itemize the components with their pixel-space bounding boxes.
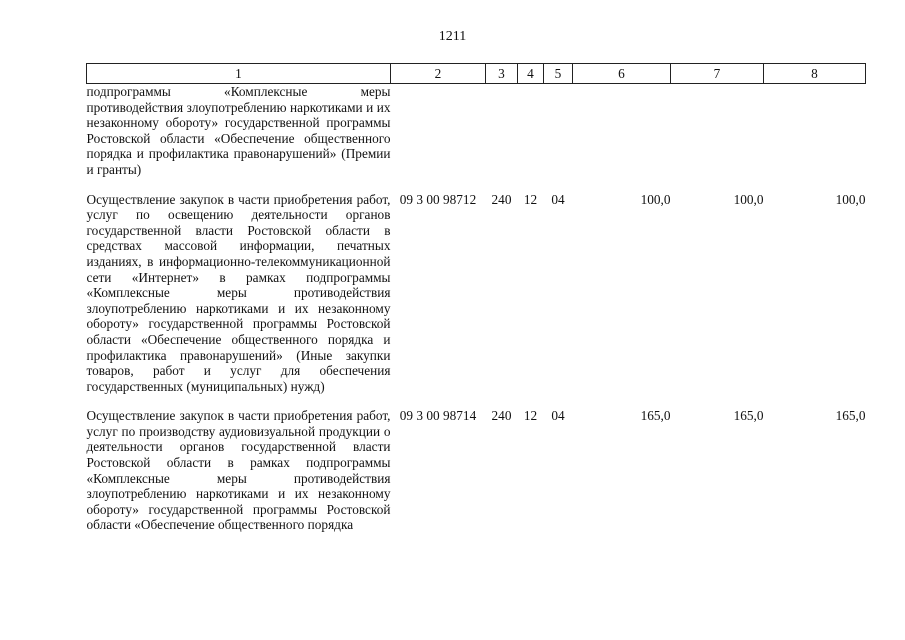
row-expense-type xyxy=(486,84,518,178)
col-header-3: 3 xyxy=(486,64,518,84)
table-row xyxy=(87,192,866,395)
col-header-8: 8 xyxy=(764,64,866,84)
row-section xyxy=(518,84,544,178)
row-section: 12 xyxy=(523,408,538,424)
table-row xyxy=(87,408,866,533)
row-spacer xyxy=(87,394,866,408)
row-amount-1: 100,0 xyxy=(640,191,671,207)
table-row xyxy=(87,84,866,178)
row-amount-3 xyxy=(764,84,866,178)
page-number: 1211 xyxy=(438,29,467,44)
row-amount-3: 165,0 xyxy=(835,408,866,424)
row-description: Осуществление закупок в части приобретения работ, услуг по освещению деятельности органов государственной власти Ростовской области в средствах массовой информации, печатных изданиях, в информационно-телекоммуникационной сети «Интернет» в рамках подпрограммы «Комплексные меры противодействия злоупотреблению наркотиками и их незаконному обороту» государственной программы Ростовской области «Обеспечение общественного порядка и профилактика правонарушений» (Иные закупки товаров, работ и услуг для обеспечения государственных (муниципальных) нужд) xyxy=(86,191,391,394)
col-header-6: 6 xyxy=(573,64,671,84)
row-section: 12 xyxy=(523,191,538,207)
row-expense-type: 240 xyxy=(491,408,512,424)
row-subsection xyxy=(544,84,573,178)
column-number-row xyxy=(87,64,866,84)
row-target-article: 09 3 00 98712 xyxy=(399,191,477,207)
row-amount-1: 165,0 xyxy=(640,408,671,424)
row-target-article xyxy=(391,84,486,178)
row-amount-3: 100,0 xyxy=(835,191,866,207)
col-header-2: 2 xyxy=(391,64,486,84)
row-expense-type: 240 xyxy=(491,191,512,207)
col-header-7: 7 xyxy=(671,64,764,84)
row-subsection: 04 xyxy=(551,191,565,207)
budget-table xyxy=(86,63,866,533)
col-header-5: 5 xyxy=(544,64,573,84)
row-target-article: 09 3 00 98714 xyxy=(399,408,477,424)
row-amount-1 xyxy=(573,84,671,178)
row-description: подпрограммы «Комплексные меры противодействия злоупотреблению наркотиками и их незаконному обороту» государственной программы Ростовской области «Обеспечение общественного порядка и профилактика правонарушений» (Премии и гранты) xyxy=(86,84,391,177)
row-subsection: 04 xyxy=(551,408,565,424)
row-amount-2: 165,0 xyxy=(733,408,764,424)
col-header-4: 4 xyxy=(518,64,544,84)
row-amount-2 xyxy=(671,84,764,178)
row-amount-2: 100,0 xyxy=(733,191,764,207)
row-description: Осуществление закупок в части приобретения работ, услуг по производству аудиовизуальной продукции о деятельности органов государственной власти Ростовской области в рамках подпрограммы «Комплексные меры противодействия злоупотреблению наркотиками и их незаконному обороту» государственной программы Ростовской области «Обеспечение общественного порядка xyxy=(86,408,391,533)
row-spacer xyxy=(87,178,866,192)
col-header-1: 1 xyxy=(87,64,391,84)
